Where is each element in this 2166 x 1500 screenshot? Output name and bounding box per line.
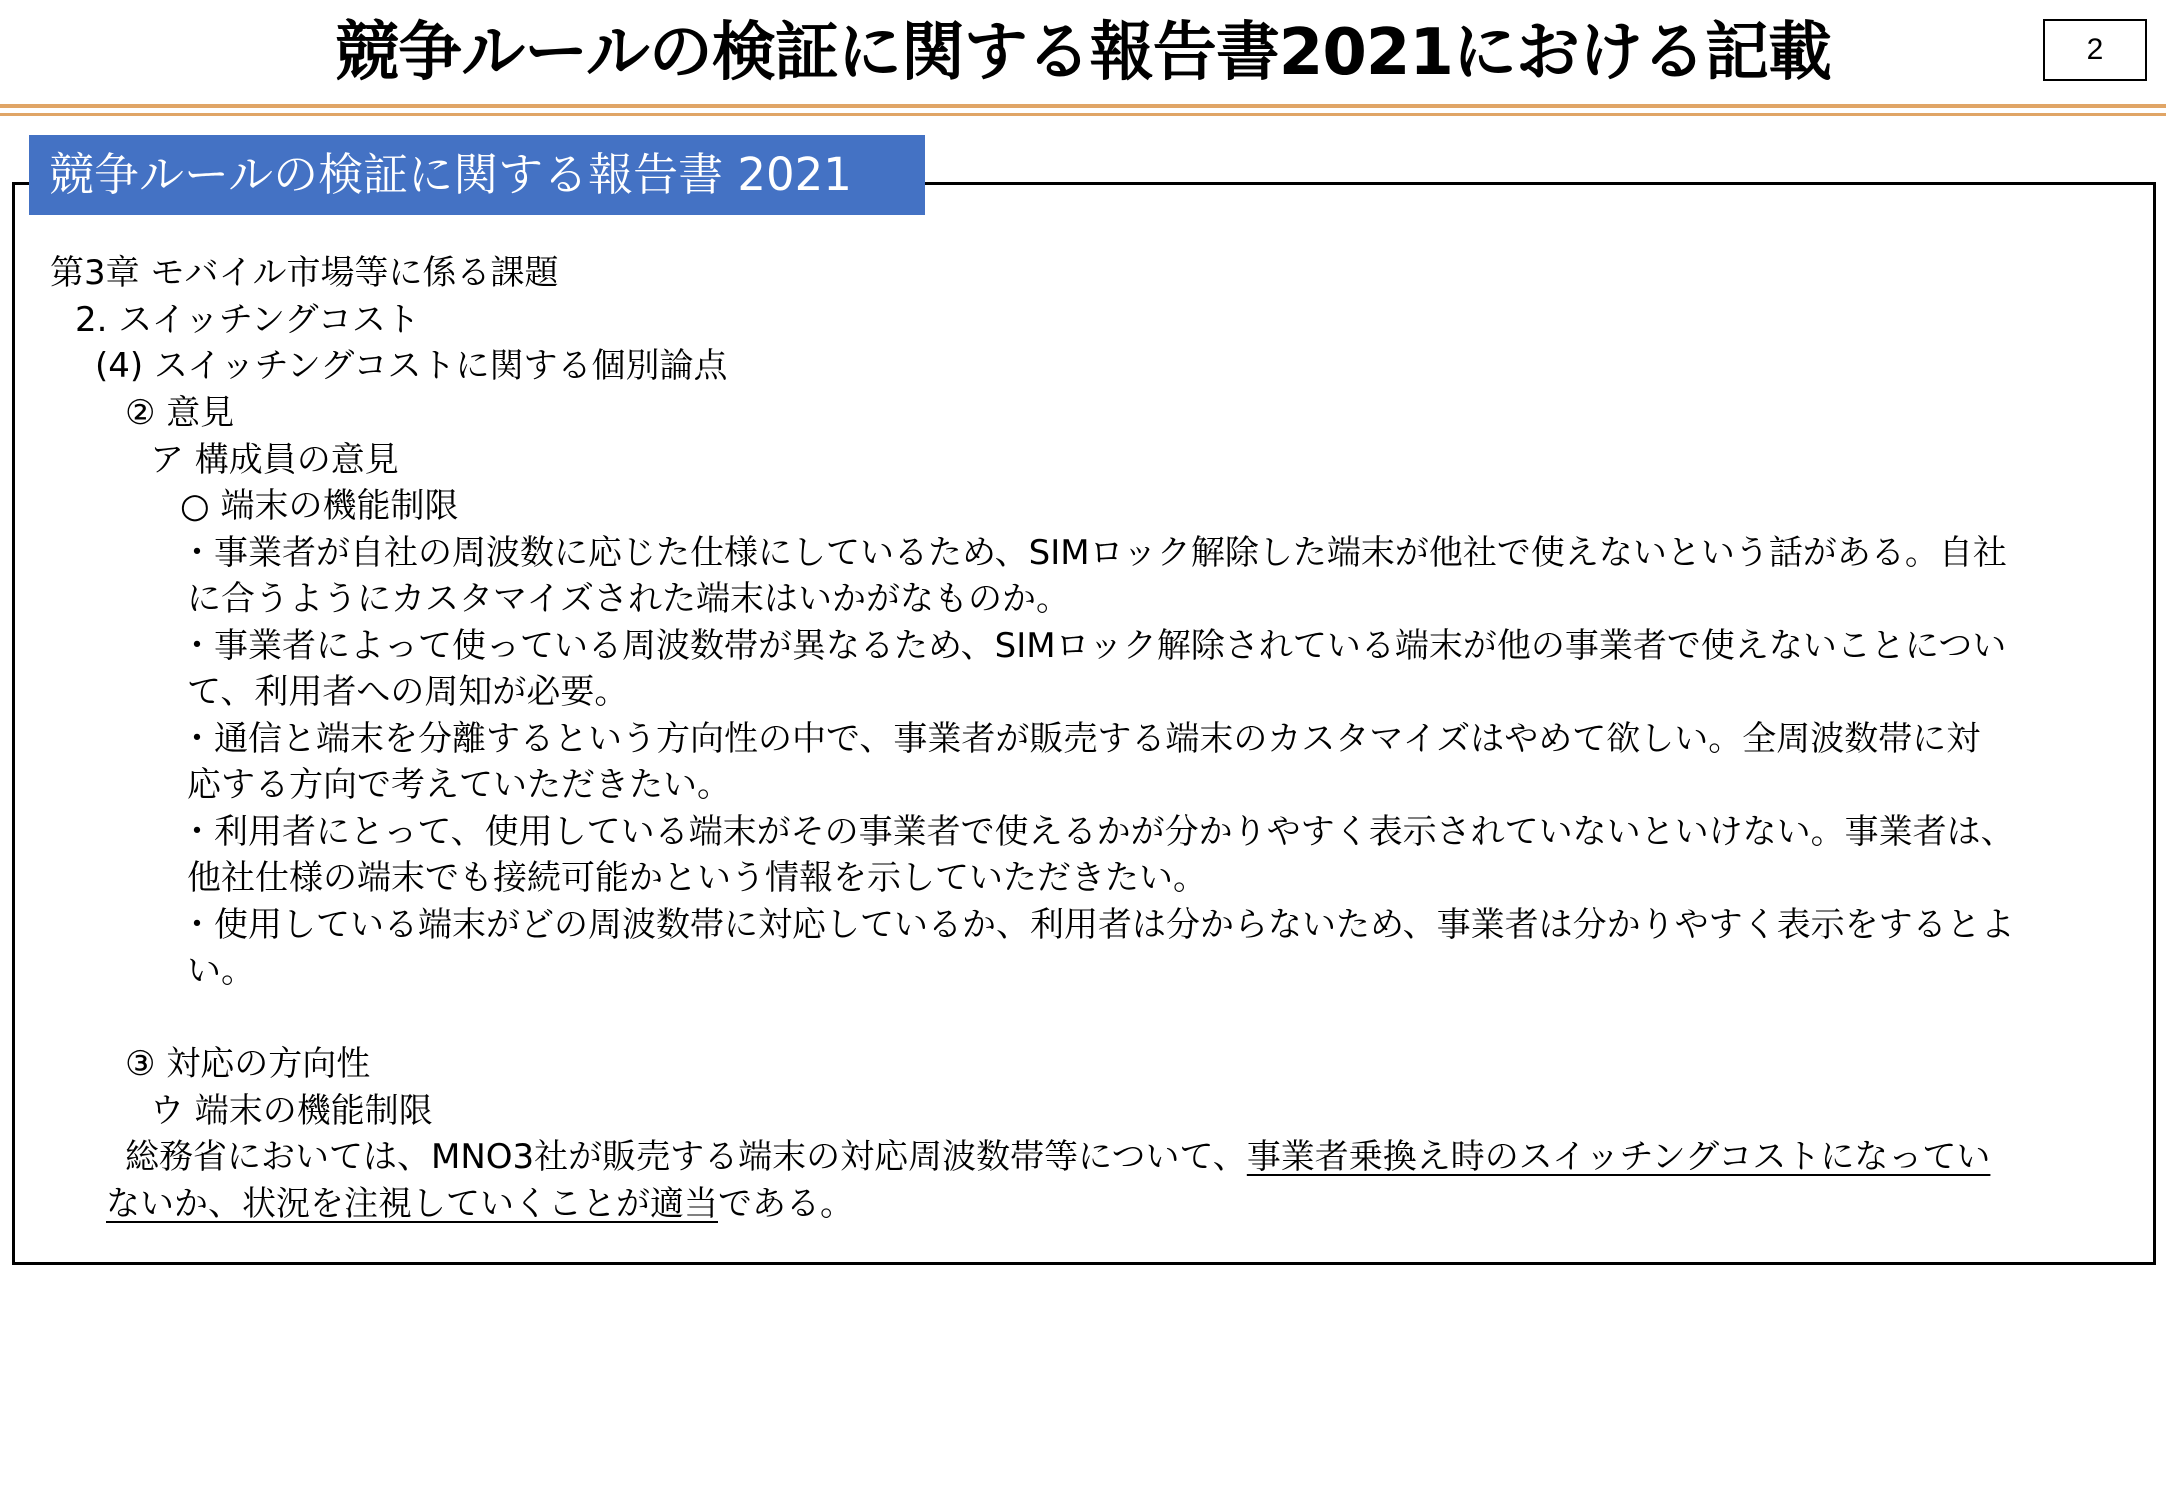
member-opinions-heading: ア 構成員の意見 (150, 440, 399, 480)
conclusion-tail: である。 (718, 1184, 854, 1224)
topic-heading: ○ 端末の機能制限 (180, 486, 459, 526)
bullet-dot: ・ (180, 533, 214, 573)
opinion-bullet-2-continued: て、利用者への周知が必要。 (187, 672, 629, 712)
opinion-bullet-1 (180, 530, 2007, 577)
section-heading: 2. スイッチングコスト (75, 300, 420, 340)
opinion-bullet-3-continued: 応する方向で考えていただきたい。 (187, 765, 731, 805)
header-divider (0, 104, 2166, 108)
opinion-bullet-4-continued: 他社仕様の端末でも接続可能かという情報を示していただきたい。 (187, 858, 1207, 898)
page-number: 2 (2043, 19, 2147, 81)
direction-topic-heading: ウ 端末の機能制限 (150, 1091, 433, 1131)
report-title-tab: 競争ルールの検証に関する報告書 2021 (29, 135, 925, 215)
opinion-bullet-5-continued: い。 (187, 951, 255, 991)
conclusion-emphasis: 事業者乗換え時のスイッチングコストになってい (1246, 1137, 1991, 1177)
conclusion-line-1 (125, 1134, 1990, 1181)
opinion-bullet-1-continued: に合うようにカスタマイズされた端末はいかがなものか。 (187, 579, 1070, 619)
conclusion-line-2 (106, 1181, 854, 1228)
direction-heading: ③ 対応の方向性 (125, 1044, 371, 1084)
bullet-dot: ・ (180, 905, 214, 945)
chapter-heading: 第3章 モバイル市場等に係る課題 (50, 253, 559, 293)
opinions-heading: ② 意見 (125, 393, 235, 433)
opinion-bullet-5 (180, 902, 2015, 949)
slide-title: 競争ルールの検証に関する報告書2021における記載 (335, 16, 1831, 90)
opinion-bullet-2 (180, 623, 2006, 670)
header-divider-secondary (0, 113, 2166, 116)
conclusion-emphasis-continued: ないか、状況を注視していくことが適当 (106, 1184, 718, 1224)
bullet-dot: ・ (180, 719, 214, 759)
bullet-text: 通信と端末を分離するという方向性の中で、事業者が販売する端末のカスタマイズはやめて欲しい。全周波数帯に対 (214, 719, 1981, 759)
opinion-bullet-3 (180, 716, 1980, 763)
subsection-heading: (4) スイッチングコストに関する個別論点 (95, 346, 728, 386)
bullet-dot: ・ (180, 812, 214, 852)
bullet-text: 使用している端末がどの周波数帯に対応しているか、利用者は分からないため、事業者は分かりやすく表示をするとよ (214, 905, 2015, 945)
bullet-text: 利用者にとって、使用している端末がその事業者で使えるかが分かりやすく表示されていないといけない。事業者は、 (214, 812, 2015, 852)
bullet-text: 事業者が自社の周波数に応じた仕様にしているため、SIMロック解除した端末が他社で使えないという話がある。自社 (214, 533, 2007, 573)
bullet-dot: ・ (180, 626, 214, 666)
conclusion-lead: 総務省においては、MNO3社が販売する端末の対応周波数帯等について、 (125, 1137, 1247, 1177)
bullet-text: 事業者によって使っている周波数帯が異なるため、SIMロック解除されている端末が他の事業者で使えないことについ (214, 626, 2007, 666)
opinion-bullet-4 (180, 809, 2015, 856)
